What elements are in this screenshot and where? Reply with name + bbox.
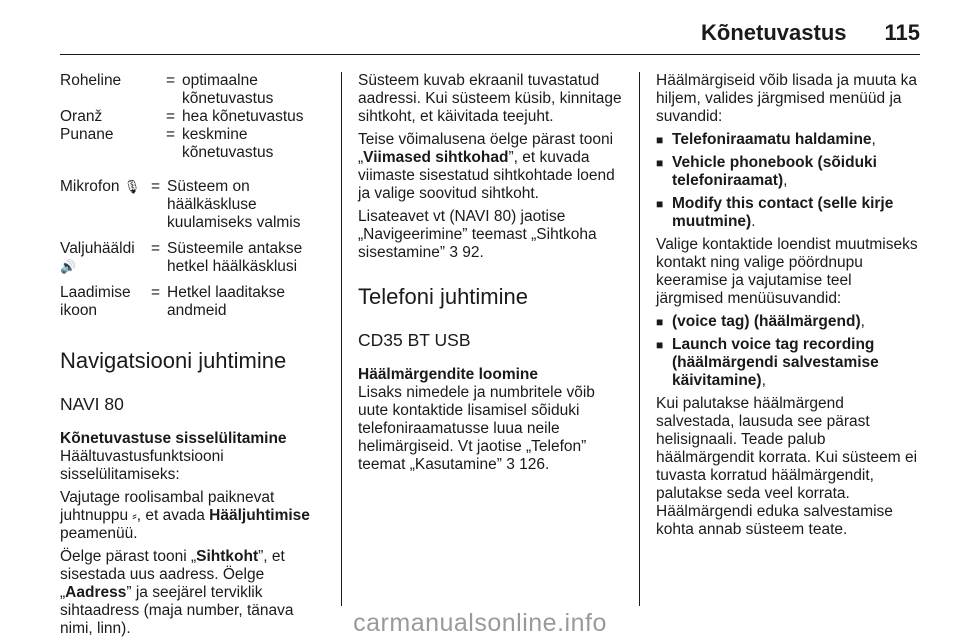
column-divider-1 (341, 72, 342, 606)
bullet-square-icon: ■ (656, 133, 664, 147)
color-legend-table (60, 72, 322, 162)
paragraph: Süsteem kuvab ekraanil tuvastatud aadressi. Kui süsteem küsib, kinnitage sihtkoht, et käivitada teejuht. (358, 72, 622, 125)
speaker-icon: 🔊 (60, 259, 77, 274)
paragraph: Häältuvastusfunktsiooni sisselülitamiseks: (60, 448, 224, 483)
page-reference-arrow-icon: 3 (506, 456, 515, 473)
bold-heading: Kõnetuvastuse sisselülitamine (60, 430, 287, 447)
legend-row: Valjuhääldi 🔊 = Süsteemile antakse hetkel häälkäsklusi (60, 240, 303, 275)
bullet-square-icon: ■ (656, 338, 664, 352)
section-title: Navigatsiooni juhtimine (60, 348, 287, 373)
paragraph: Lisateavet vt (NAVI 80) jaotise „Navigeerimine” teemast „Sihtkoha sisestamine” 3 92. (358, 208, 597, 261)
legend-row: Oranž = hea kõnetuvastus (60, 108, 304, 125)
icon-legend-table (60, 178, 322, 320)
subsection-title: CD35 BT USB (358, 330, 471, 350)
legend-row: Laadimise ikoon = Hetkel laaditakse andmeid (60, 284, 286, 319)
watermark: carmanualsonline.info (353, 609, 607, 637)
column-1 (60, 72, 322, 642)
section-title: Telefoni juhtimine (358, 284, 528, 309)
list-item: ■ Modify this contact (selle kirje muutmine). (656, 195, 894, 230)
page-number: 115 (884, 20, 920, 45)
bullet-square-icon: ■ (656, 197, 664, 211)
bullet-square-icon: ■ (656, 315, 664, 329)
page-header (701, 20, 920, 46)
list-item: ■ Launch voice tag recording (häälmärgendi salvestamise käivitamine), (656, 336, 879, 389)
microphone-icon: 🎙 (123, 179, 141, 194)
paragraph: Häälmärgiseid võib lisada ja muuta ka hiljem, valides järgmised menüüd ja suvandid: (656, 72, 918, 125)
page-title: Kõnetuvastus (701, 20, 847, 45)
list-item: ■ Vehicle phonebook (sõiduki telefoniraamat), (656, 154, 877, 189)
subsection-title: NAVI 80 (60, 394, 124, 414)
header-rule (60, 54, 920, 55)
legend-row: Punane = keskmine kõnetuvastus (60, 126, 274, 161)
paragraph: Öelge pärast tooni „Sihtkoht”, et sisestada uus aadress. Öelge „Aadress” ja seejärel terviklik sihtaadress (maja number, tänava nimi, linn). (60, 548, 294, 637)
legend-row: Roheline = optimaalne kõnetuvastus (60, 72, 274, 107)
legend-row: Mikrofon 🎙 = Süsteem on häälkäskluse kuulamiseks valmis (60, 178, 301, 231)
bold-heading: Häälmärgendite loomine (358, 366, 539, 383)
paragraph: Teise võimalusena öelge pärast tooni „Viimased sihtkohad”, et kuvada viimaste sisestatud sihtkohtade loend ja valige soovitud sihtkoht. (358, 131, 615, 202)
paragraph: Vajutage roolisambal paiknevat juhtnuppu ⸗, et avada Hääljuhtimise peamenüü. (60, 489, 310, 542)
column-2 (358, 72, 622, 479)
paragraph: Valige kontaktide loendist muutmiseks kontakt ning valige pöördnupu keeramise ja vajutamise teel järgmised menüüsuvandid: (656, 236, 918, 307)
column-3 (656, 72, 920, 544)
page-reference-arrow-icon: 3 (449, 244, 458, 261)
list-item: ■ (voice tag) (häälmärgend), (656, 313, 865, 330)
paragraph: Lisaks nimedele ja numbritele võib uute kontaktide lisamisel sõiduki telefoniraamatusse luua neile helimärgiseid. Vt jaotise „Telefon” teemat „Kasutamine” 3 126. (358, 384, 595, 473)
column-divider-2 (639, 72, 640, 606)
steering-control-icon: ⸗ (132, 508, 137, 523)
list-item: ■ Telefoniraamatu haldamine, (656, 131, 876, 148)
paragraph: Kui palutakse häälmärgend salvestada, lausuda see pärast helisignaali. Teade palub häälmärgendit korrata. Kui süsteem ei tuvasta korratud häälmärgendit, palutakse seda veel korrata. Häälmärgendi eduka salvestamise kohta annab süsteem teate. (656, 395, 918, 538)
bullet-square-icon: ■ (656, 156, 664, 170)
